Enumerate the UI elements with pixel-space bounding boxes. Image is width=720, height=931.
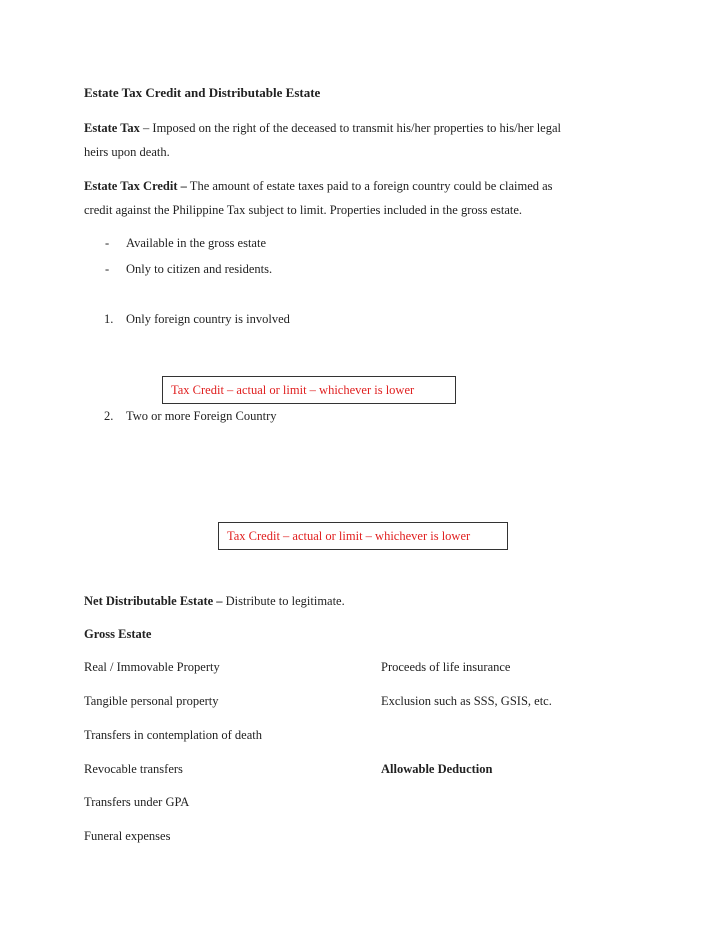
estate-tax-credit-paragraph [84,174,553,222]
net-distributable-text: Distribute to legitimate. [222,594,345,608]
net-distributable-paragraph [84,589,345,613]
list-item: Transfers in contemplation of death [84,728,262,742]
estate-tax-credit-term: Estate Tax Credit – [84,179,187,193]
estate-tax-term: Estate Tax [84,121,140,135]
list-item: Real / Immovable Property [84,660,220,674]
numbered-item: Two or more Foreign Country [126,409,277,423]
document-title: Estate Tax Credit and Distributable Estate [84,85,321,100]
list-item: Revocable transfers [84,762,183,776]
allowable-deduction-heading: Allowable Deduction [381,762,493,776]
bullet-item: Only to citizen and residents. [126,262,273,276]
numbered-item: Only foreign country is involved [126,312,290,326]
list-item: Transfers under GPA [84,795,190,809]
bullet-item: Available in the gross estate [126,236,267,250]
formula-box: Tax Credit – actual or limit – whichever is lower [162,376,456,404]
net-distributable-term: Net Distributable Estate – [84,594,223,608]
estate-tax-line1: – Imposed on the right of the deceased to transmit his/her properties to his/her legal [139,121,561,135]
list-item: Exclusion such as SSS, GSIS, etc. [381,694,552,708]
list-item: Funeral expenses [84,829,171,843]
bullet-marker: - [105,236,110,250]
estate-tax-paragraph [84,116,561,164]
numbered-marker: 2. [104,409,114,423]
estate-tax-credit-line2: credit against the Philippine Tax subject to limit. Properties included in the gross estate. [84,203,523,217]
formula-box: Tax Credit – actual or limit – whichever is lower [218,522,508,550]
bullet-marker: - [105,262,110,276]
estate-tax-credit-line1: The amount of estate taxes paid to a foreign country could be claimed as [186,179,553,193]
list-item: Proceeds of life insurance [381,660,511,674]
gross-estate-heading: Gross Estate [84,627,152,641]
list-item: Tangible personal property [84,694,219,708]
estate-tax-line2: heirs upon death. [84,145,170,159]
numbered-marker: 1. [104,312,114,326]
